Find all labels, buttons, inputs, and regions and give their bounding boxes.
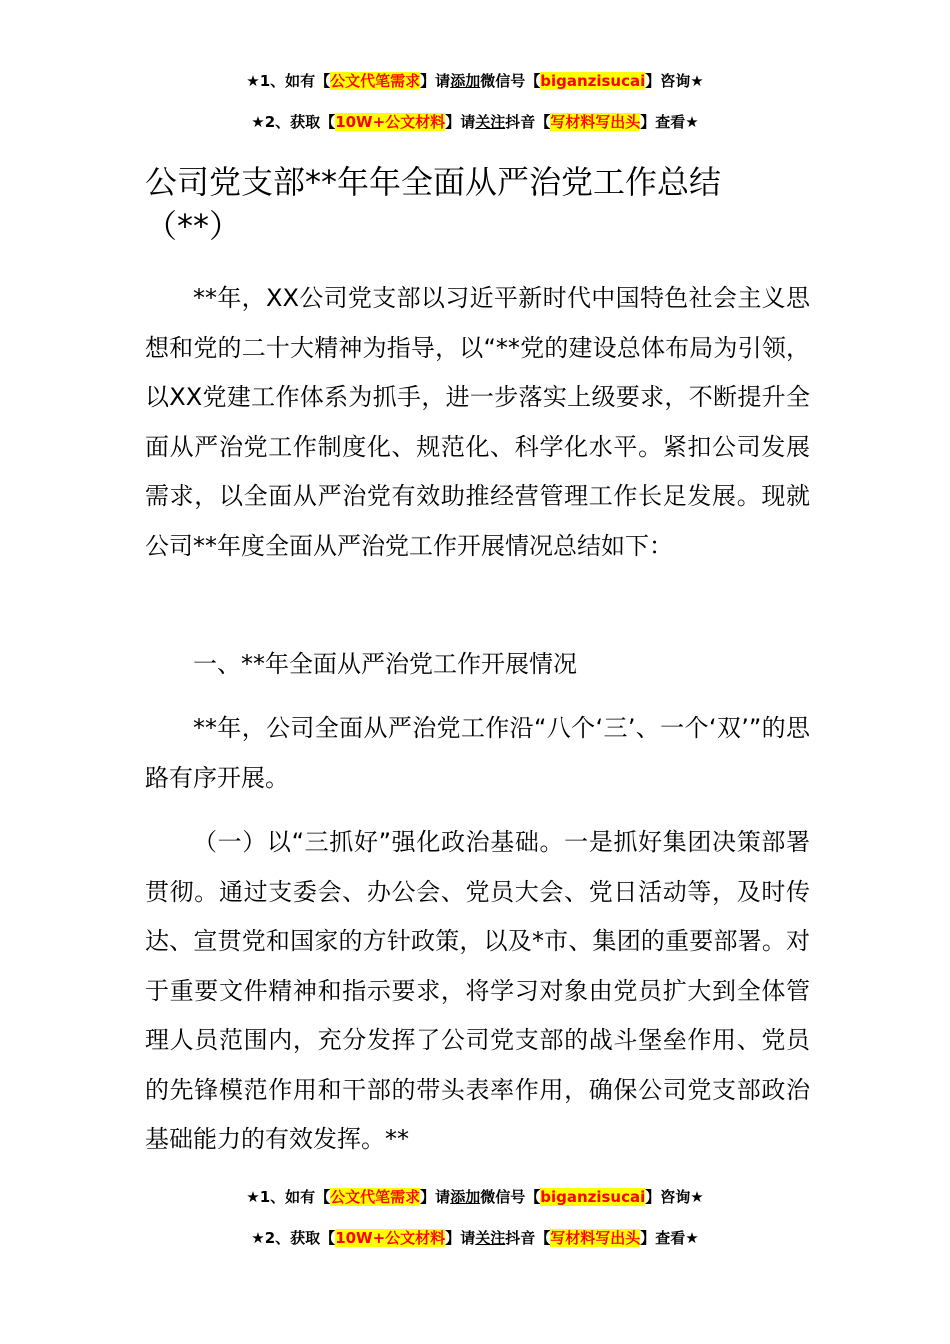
banner-highlight: 公文代笔需求: [330, 1188, 421, 1206]
section-1-paragraph-block: [145, 704, 810, 803]
banner-text: 】查看★: [640, 113, 699, 131]
banner-highlight: 10W+公文材料: [335, 1229, 446, 1247]
banner-highlight: 公文代笔需求: [330, 72, 421, 90]
section-1-heading: 一、**年全面从严治党工作开展情况: [193, 650, 577, 678]
header-banner-line-1: [0, 70, 950, 92]
banner-text: 】请: [445, 113, 476, 131]
banner-highlight: biganzisucai: [540, 72, 646, 90]
banner-text: 】请: [420, 72, 451, 90]
banner-text: 】请: [420, 1188, 451, 1206]
banner-underlined: 关注: [475, 113, 506, 131]
banner-text: 】查看★: [640, 1229, 699, 1247]
document-title: [145, 160, 810, 248]
banner-highlight: biganzisucai: [540, 1188, 646, 1206]
title-line-2: （**）: [145, 207, 242, 245]
banner-text: ★2、获取【: [251, 113, 336, 131]
footer-banner-line-2: [0, 1227, 950, 1249]
banner-text: 】请: [445, 1229, 476, 1247]
intro-paragraph: **年，XX公司党支部以习近平新时代中国特色社会主义思想和党的二十大精神为指导，以“**党的建设总体布局为引领，以XX党建工作体系为抓手，进一步落实上级要求，不断提升全面从严治党工作制度化、规范化、科学化水平。紧扣公司发展需求，以全面从严治党有效助推经营管理工作长足发展。现就公司**年度全面从严治党工作开展情况总结如下：: [145, 284, 810, 560]
subsection-1-paragraph-block: [145, 818, 810, 1165]
banner-underlined: 添加: [450, 1188, 481, 1206]
banner-highlight: 10W+公文材料: [335, 113, 446, 131]
banner-text: 抖音【: [505, 113, 551, 131]
banner-highlight: 写材料写出头: [550, 113, 641, 131]
banner-underlined: 关注: [475, 1229, 506, 1247]
subsection-1-paragraph: （一）以“三抓好”强化政治基础。一是抓好集团决策部署贯彻。通过支委会、办公会、党员大会、党日活动等，及时传达、宣贯党和国家的方针政策，以及*市、集团的重要部署。对于重要文件精神和指示要求，将学习对象由党员扩大到全体管理人员范围内，充分发挥了公司党支部的战斗堡垒作用、党员的先锋模范作用和干部的带头表率作用，确保公司党支部政治基础能力的有效发挥。**: [145, 828, 810, 1153]
banner-text: 】咨询★: [645, 1188, 704, 1206]
intro-paragraph-block: [145, 274, 810, 571]
banner-highlight: 写材料写出头: [550, 1229, 641, 1247]
banner-text: 微信号【: [480, 1188, 541, 1206]
section-1-heading-block: [145, 640, 810, 690]
banner-text: 抖音【: [505, 1229, 551, 1247]
banner-text: ★1、如有【: [246, 72, 331, 90]
header-banner-line-2: [0, 111, 950, 133]
banner-underlined: 添加: [450, 72, 481, 90]
banner-text: ★1、如有【: [246, 1188, 331, 1206]
banner-text: 微信号【: [480, 72, 541, 90]
section-1-paragraph: **年，公司全面从严治党工作沿“八个‘三’、一个‘双’”的思路有序开展。: [145, 714, 810, 792]
footer-banner-line-1: [0, 1186, 950, 1208]
banner-text: ★2、获取【: [251, 1229, 336, 1247]
banner-text: 】咨询★: [645, 72, 704, 90]
title-line-1: 公司党支部**年年全面从严治党工作总结: [145, 163, 722, 201]
